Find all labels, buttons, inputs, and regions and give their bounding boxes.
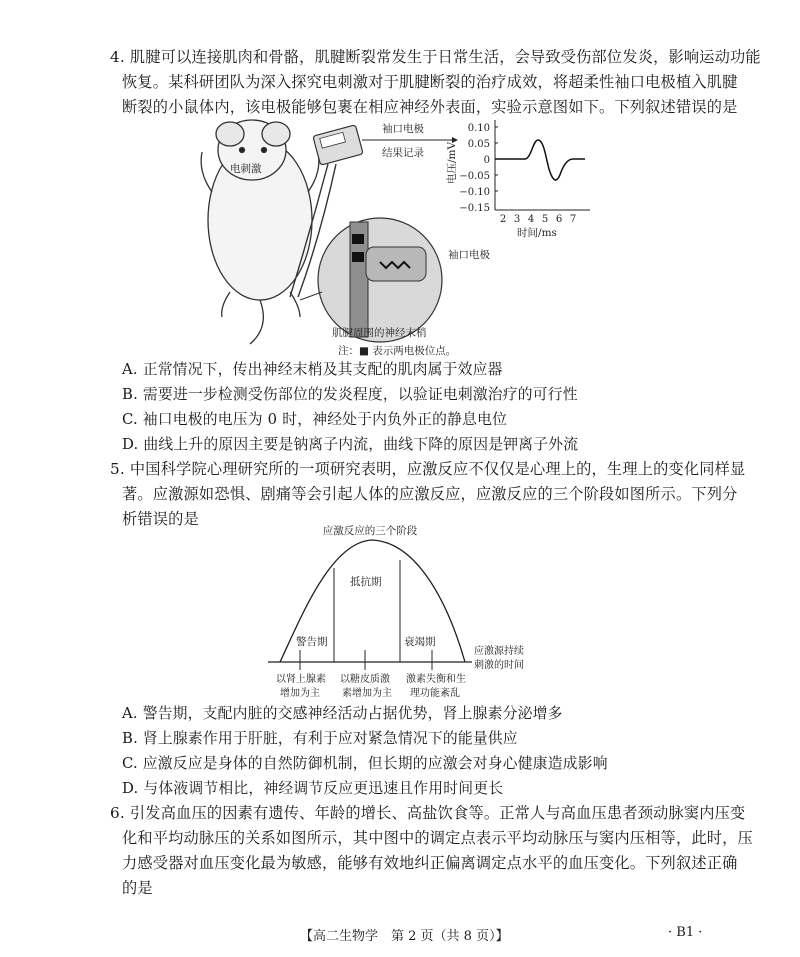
cuff-label: 袖口电极 [448, 249, 490, 261]
y-tick-label: −0.05 [459, 171, 490, 182]
time-axis-label-1: 应激源持续 [474, 646, 524, 657]
note-warning-1: 以肾上腺素 [276, 674, 326, 685]
q6-stem-line-4: 的是 [122, 879, 153, 897]
q5-option-c[interactable]: C. 应激反应是身体的自然防御机制，但长期的应激会对身心健康造成影响 [122, 755, 608, 772]
note-exhaustion-2: 理功能紊乱 [410, 688, 460, 699]
x-axis-label: 时间/ms [517, 227, 557, 239]
y-axis-label: 电压/mV [446, 141, 458, 184]
x-tick-label: 7 [569, 214, 577, 225]
q6-stem-line-3: 力感受器对血压变化最为敏感，能够有效地纠正偏离调定点水平的血压变化。下列叙述正确 [122, 854, 738, 872]
q5-stem-line-1: 5. 中国科学院心理研究所的一项研究表明，应激反应不仅仅是心理上的，生理上的变化同样显 [110, 460, 746, 478]
x-tick-label: 2 [499, 214, 507, 225]
x-tick-label: 6 [555, 214, 563, 225]
y-tick-label: 0.05 [467, 139, 490, 150]
y-tick-label: −0.10 [459, 187, 490, 198]
y-tick-label: −0.15 [459, 203, 490, 214]
note-warning-2: 增加为主 [280, 688, 320, 699]
y-tick-label: 0.10 [467, 123, 490, 134]
q5-stem-line-3: 析错误的是 [122, 510, 199, 528]
time-axis-label-2: 刺激的时间 [474, 660, 524, 671]
stage-warning: 警告期 [296, 636, 328, 648]
q6-stem-line-1: 6. 引发高血压的因素有遗传、年龄的增长、高盐饮食等。正常人与高血压患者颈动脉窦内压变 [110, 804, 746, 822]
note-resistance-2: 素增加为主 [342, 688, 392, 699]
q5-option-a[interactable]: A. 警告期，支配内脏的交感神经活动占据优势，肾上腺素分泌增多 [122, 705, 563, 722]
q5-option-b[interactable]: B. 肾上腺素作用于肝脏，有利于应对紧急情况下的能量供应 [122, 730, 518, 747]
q4-stem-line-2: 恢复。某科研团队为深入探究电刺激对于肌腱断裂的治疗成效，将超柔性袖口电极植入肌腱 [122, 73, 738, 91]
note-resistance-1: 以糖皮质激 [340, 674, 390, 685]
x-tick-label: 4 [527, 214, 535, 225]
note-exhaustion-1: 激素失衡和生 [406, 674, 466, 685]
footer-code: · B1 · [668, 925, 703, 940]
x-tick-label: 5 [541, 214, 549, 225]
q4-option-b[interactable]: B. 需要进一步检测受伤部位的发炎程度，以验证电刺激治疗的可行性 [122, 386, 578, 403]
record-label-2: 结果记录 [382, 147, 424, 159]
y-tick-label: 0 [483, 155, 490, 166]
stress-figure-title: 应激反应的三个阶段 [322, 525, 418, 537]
q4-figure [190, 112, 620, 360]
q4-stem-line-1: 4. 肌腱可以连接肌肉和骨骼，肌腱断裂常发生于日常生活，会导致受伤部位发炎，影响运动功能 [110, 48, 761, 66]
q5-stem-line-2: 著。应激源如恐惧、剧痛等会引起人体的应激反应，应激反应的三个阶段如图所示。下列分 [122, 485, 738, 503]
q5-option-d[interactable]: D. 与体液调节相比，神经调节反应更迅速且作用时间更长 [122, 780, 504, 797]
stage-exhaustion: 衰竭期 [404, 636, 436, 648]
stimulus-label: 电刺激 [230, 163, 262, 175]
q4-option-c[interactable]: C. 袖口电极的电压为 0 时，神经处于内负外正的静息电位 [122, 411, 508, 428]
x-tick-label: 3 [513, 214, 521, 225]
voltage-graph [445, 120, 590, 239]
electrode-note: 注：■ 表示两电极位点。 [338, 345, 457, 357]
cuff-electrode-inset [300, 218, 442, 342]
q4-stem-line-3: 断裂的小鼠体内，该电极能够包裹在相应神经外表面，实验示意图如下。下列叙述错误的是 [122, 98, 738, 116]
q6-stem-line-2: 化和平均动脉压的关系如图所示，其中图中的调定点表示平均动脉压与窦内压相等，此时，压 [122, 829, 753, 847]
voltage-curve [495, 140, 585, 180]
nerve-label: 肌腱周围的神经末梢 [332, 327, 427, 339]
mouse-illustration [201, 120, 319, 344]
q5-figure [260, 520, 540, 705]
q4-option-a[interactable]: A. 正常情况下，传出神经末梢及其支配的肌肉属于效应器 [122, 361, 503, 378]
record-label-1: 袖口电极 [382, 123, 424, 135]
footer-page-info: 【高二生物学 第 2 页（共 8 页）】 [300, 929, 509, 944]
q4-option-d[interactable]: D. 曲线上升的原因主要是钠离子内流，曲线下降的原因是钾离子外流 [122, 436, 579, 453]
stage-resistance: 抵抗期 [350, 576, 382, 588]
